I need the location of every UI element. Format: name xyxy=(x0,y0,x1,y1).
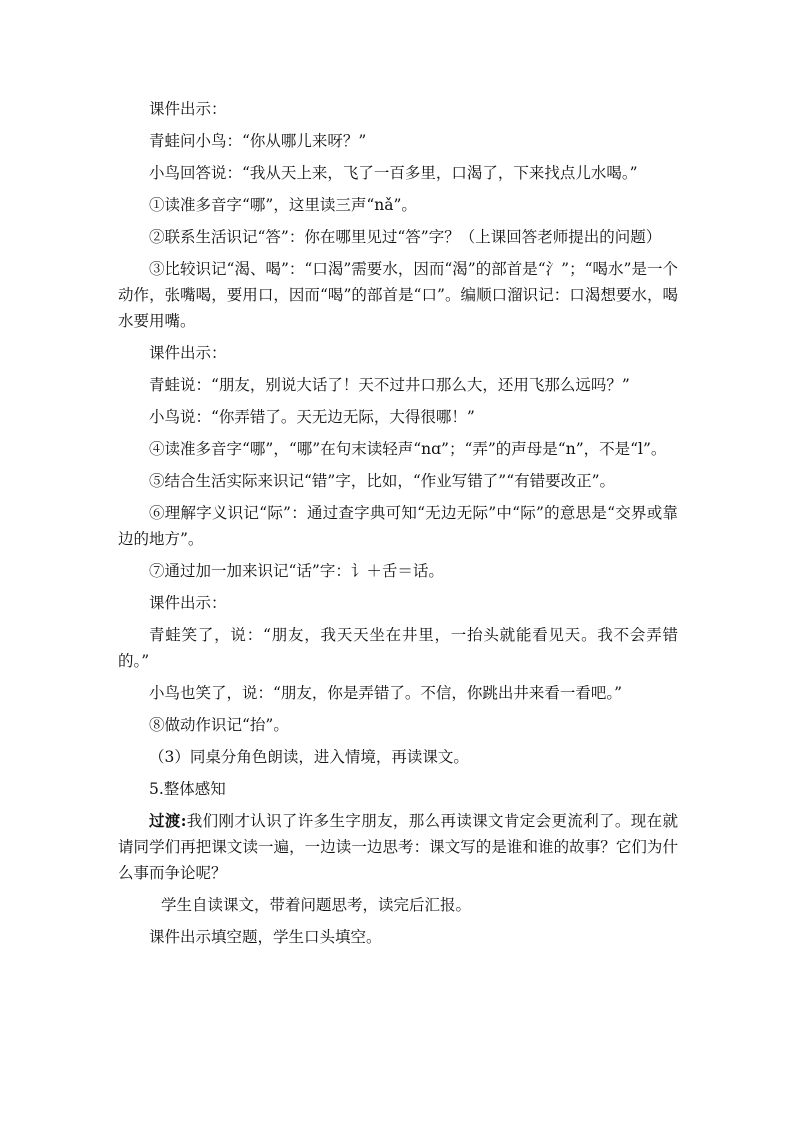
paragraph: 小鸟回答说：“我从天上来，飞了一百多里，口渴了，下来找点儿水喝。” xyxy=(149,164,638,182)
paragraph: 青蛙问小鸟：“你从哪儿来呀？” xyxy=(149,132,367,150)
paragraph: ⑧做动作识记“抬”。 xyxy=(149,716,289,734)
transition-paragraph xyxy=(118,805,678,889)
paragraph: 青蛙说：“朋友，别说大话了！天不过井口那么大，还用飞那么远吗？” xyxy=(149,376,630,394)
paragraph: 课件出示： xyxy=(149,100,227,118)
document-body xyxy=(118,93,678,953)
paragraph: 课件出示： xyxy=(149,594,227,612)
paragraph: ⑤结合生活实际来识记“错”字，比如，“作业写错了”“有错要改正”。 xyxy=(149,472,616,490)
paragraph: ③比较识记“渴、喝”：“口渴”需要水，因而“渴”的部首是“氵”；“喝水”是一个动作，张嘴喝，要用口，因而“喝”的部首是“口”。编顺口溜识记：口渴想要水，喝水要用嘴。 xyxy=(118,260,678,330)
section-heading: 5.整体感知 xyxy=(149,780,226,798)
paragraph: （3）同桌分角色朗读，进入情境，再读课文。 xyxy=(149,748,469,766)
paragraph: 课件出示： xyxy=(149,344,227,362)
paragraph: ⑦通过加一加来识记“话”字：讠＋舌＝话。 xyxy=(149,562,444,580)
paragraph: ④读准多音字“哪”，“哪”在句末读轻声“nɑ”；“弄”的声母是“n”，不是“l”。 xyxy=(149,440,667,458)
paragraph: ⑥理解字义识记“际”：通过查字典可知“无边无际”中“际”的意思是“交界或靠边的地方”。 xyxy=(118,504,678,548)
paragraph: 小鸟说：“你弄错了。天无边无际，大得很哪！” xyxy=(149,408,475,426)
paragraph: ②联系生活识记“答”：你在哪里见过“答”字？（上课回答老师提出的问题） xyxy=(149,228,662,246)
paragraph: ①读准多音字“哪”，这里读三声“nǎ”。 xyxy=(149,196,417,214)
paragraph: 青蛙笑了，说：“朋友，我天天坐在井里，一抬头就能看见天。我不会弄错的。” xyxy=(118,626,678,670)
paragraph: 课件出示填空题，学生口头填空。 xyxy=(149,928,382,946)
paragraph: 学生自读课文，带着问题思考，读完后汇报。 xyxy=(161,896,472,914)
transition-label: 过渡: xyxy=(149,811,187,830)
paragraph: 小鸟也笑了，说：“朋友，你是弄错了。不信，你跳出井来看一看吧。” xyxy=(149,684,623,702)
transition-text: 我们刚才认识了许多生字朋友，那么再读课文肯定会更流利了。现在就请同学们再把课文读一遍，一边读一边思考：课文写的是谁和谁的故事？它们为什么事而争论呢？ xyxy=(118,812,678,882)
